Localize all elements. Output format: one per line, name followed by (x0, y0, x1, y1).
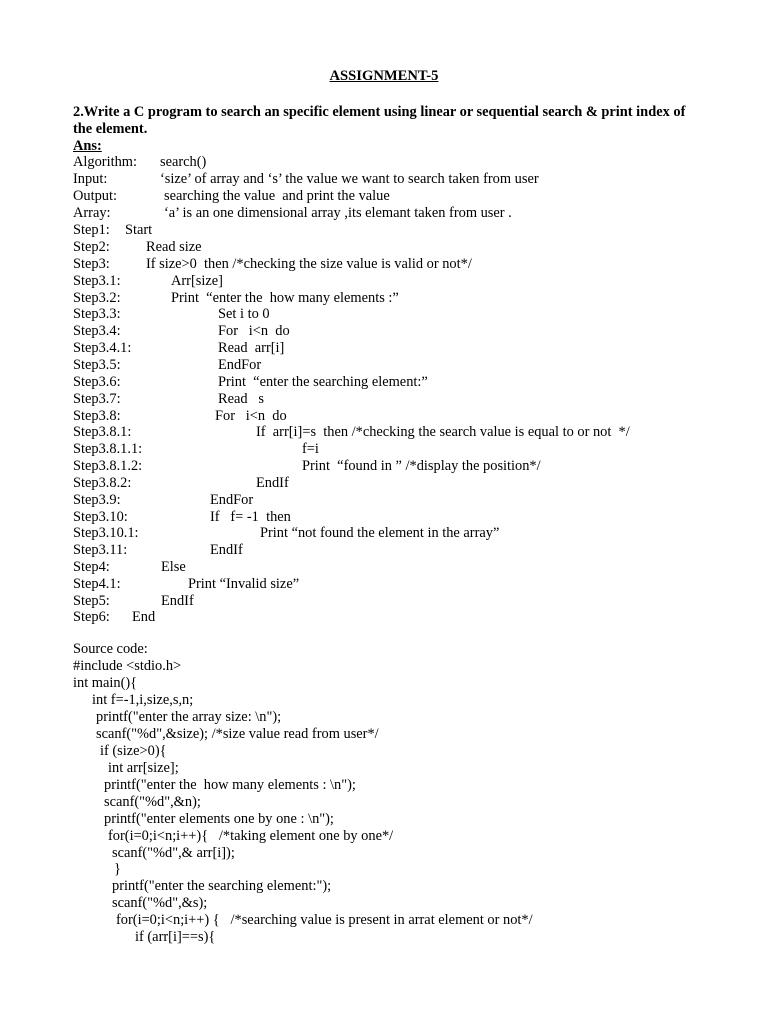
algorithm-step-label: Step3.9: (73, 492, 121, 508)
algorithm-step-text: search() (160, 154, 207, 170)
algorithm-step-text: EndFor (210, 492, 254, 508)
algorithm-step-label: Step2: (73, 239, 110, 255)
algorithm-step-text: For i<n do (215, 408, 287, 424)
algorithm-step-label: Step3.8: (73, 408, 121, 424)
algorithm-step-text: Print “enter the searching element:” (218, 374, 428, 390)
question-text: 2.Write a C program to search an specific element using linear or sequential search & print index of the element. (73, 104, 686, 137)
source-code-line: if (arr[i]==s){ (135, 929, 216, 945)
answer-label: Ans: (73, 138, 102, 154)
source-code-line: scanf("%d",&n); (104, 794, 201, 810)
algorithm-step-label: Step3.2: (73, 290, 121, 306)
algorithm-step-text: Else (161, 559, 186, 575)
algorithm-step-label: Step3.3: (73, 306, 121, 322)
algorithm-step-text: Read size (146, 239, 202, 255)
source-code-line: printf("enter the array size: \n"); (96, 709, 282, 725)
source-code-line: scanf("%d",& arr[i]); (112, 845, 235, 861)
algorithm-step-text: Set i to 0 (218, 306, 270, 322)
algorithm-step-label: Step3.8.1.1: (73, 441, 143, 457)
algorithm-step-label: Step5: (73, 593, 110, 609)
source-code-line: if (size>0){ (100, 743, 167, 759)
algorithm-step-text: ‘a’ is an one dimensional array ,its elemant taken from user . (164, 205, 512, 221)
source-code-line: } (114, 861, 121, 877)
algorithm-step-label: Step3.10: (73, 509, 128, 525)
algorithm-step-label: Array: (73, 205, 111, 221)
source-code-line: printf("enter the how many elements : \n"); (104, 777, 356, 793)
algorithm-step-text: Print “enter the how many elements :” (171, 290, 399, 306)
algorithm-step-label: Step3.11: (73, 542, 128, 558)
algorithm-step-label: Step3.6: (73, 374, 121, 390)
algorithm-step-label: Step3.4: (73, 323, 121, 339)
algorithm-step-text: Print “found in ” /*display the position*/ (302, 458, 541, 474)
source-code-line: printf("enter the searching element:"); (112, 878, 332, 894)
algorithm-step-label: Step3.1: (73, 273, 121, 289)
algorithm-step-text: EndFor (218, 357, 262, 373)
source-code-line: scanf("%d",&s); (112, 895, 208, 911)
source-code-line: int f=-1,i,size,s,n; (92, 692, 194, 708)
source-code-line: for(i=0;i<n;i++){ /*taking element one by one*/ (108, 828, 394, 844)
algorithm-step-text: Read s (218, 391, 264, 407)
algorithm-step-text: For i<n do (218, 323, 290, 339)
algorithm-step-text: End (132, 609, 156, 625)
algorithm-step-text: If f= -1 then (210, 509, 291, 525)
algorithm-step-text: ‘size’ of array and ‘s’ the value we want to search taken from user (160, 171, 539, 187)
source-code-line: #include <stdio.h> (73, 658, 182, 674)
algorithm-step-text: EndIf (256, 475, 289, 491)
algorithm-step-label: Step3.7: (73, 391, 121, 407)
source-code-line: int main(){ (73, 675, 138, 691)
algorithm-step-text: If arr[i]=s then /*checking the search value is equal to or not */ (256, 424, 630, 440)
algorithm-step-text: Start (125, 222, 153, 238)
algorithm-step-label: Input: (73, 171, 108, 187)
source-code-line: scanf("%d",&size); /*size value read from user*/ (96, 726, 379, 742)
source-code-line: int arr[size]; (108, 760, 179, 776)
algorithm-step-text: EndIf (210, 542, 243, 558)
algorithm-step-label: Algorithm: (73, 154, 137, 170)
document-title: ASSIGNMENT-5 (329, 68, 439, 84)
algorithm-step-text: f=i (302, 441, 319, 457)
algorithm-step-label: Step3.8.1.2: (73, 458, 143, 474)
algorithm-step-label: Step3.8.2: (73, 475, 132, 491)
algorithm-step-label: Step4.1: (73, 576, 121, 592)
algorithm-step-text: Print “Invalid size” (188, 576, 300, 592)
algorithm-step-label: Step3.8.1: (73, 424, 132, 440)
algorithm-step-text: If size>0 then /*checking the size value is valid or not*/ (146, 256, 472, 272)
algorithm-step-label: Output: (73, 188, 117, 204)
algorithm-step-label: Step3.4.1: (73, 340, 132, 356)
algorithm-step-text: Arr[size] (171, 273, 223, 289)
algorithm-step-label: Step4: (73, 559, 110, 575)
source-code-line: printf("enter elements one by one : \n"); (104, 811, 334, 827)
algorithm-step-label: Step3.5: (73, 357, 121, 373)
source-code-line: for(i=0;i<n;i++) { /*searching value is present in arrat element or not*/ (116, 912, 533, 928)
algorithm-step-text: Read arr[i] (218, 340, 285, 356)
algorithm-step-text: EndIf (161, 593, 194, 609)
algorithm-step-label: Step3: (73, 256, 110, 272)
algorithm-step-label: Step6: (73, 609, 110, 625)
algorithm-step-label: Step3.10.1: (73, 525, 139, 541)
algorithm-step-text: Print “not found the element in the array” (260, 525, 500, 541)
algorithm-step-text: searching the value and print the value (164, 188, 390, 204)
source-code-heading: Source code: (73, 641, 148, 657)
algorithm-step-label: Step1: (73, 222, 110, 238)
